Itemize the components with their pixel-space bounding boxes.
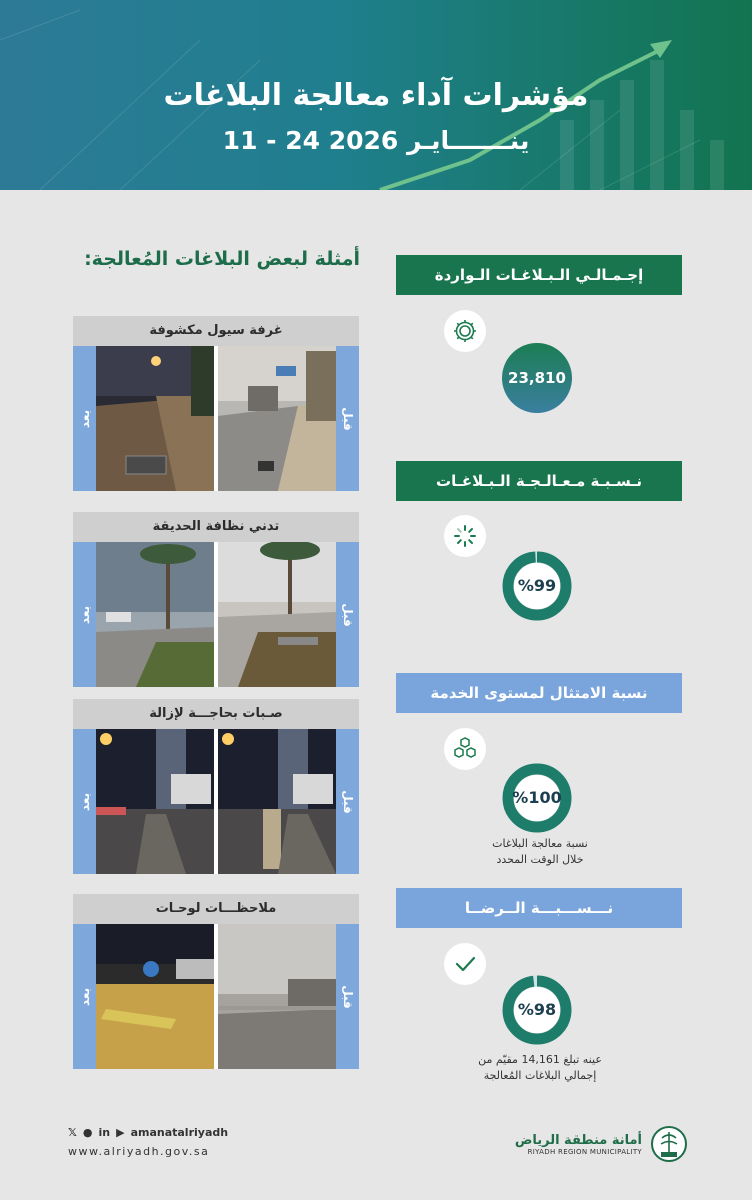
social-handles [68, 1126, 228, 1139]
spinner-icon [444, 515, 486, 557]
footer-logo [515, 1124, 688, 1164]
after-label: بعد [73, 542, 96, 687]
org-name-english: RIYADH REGION MUNICIPALITY [527, 1147, 642, 1156]
youtube-icon[interactable]: ▶ [116, 1126, 125, 1139]
page-title: مؤشرات آداء معالجة البلاغات [163, 78, 589, 113]
before-label: قبل [336, 542, 359, 687]
examples-heading: أمثلة لبعض البلاغات المُعالجة: [84, 248, 360, 270]
before-photo [218, 542, 336, 687]
example-caption: غرفة سيول مكشوفة [73, 316, 359, 346]
linkedin-icon[interactable]: in [98, 1126, 111, 1139]
before-photo [218, 346, 336, 491]
header-banner [0, 0, 752, 190]
processing-rate-label: نـسـبـة مـعـالـجـة الـبـلاغـات [396, 461, 682, 501]
total-reports-value: 23,810 [501, 342, 573, 414]
satisfaction-rate-label: نـــســـبـــة الــرضــا [396, 888, 682, 928]
example-card [73, 894, 359, 1069]
org-name-arabic: أمانة منطقة الرياض [514, 1132, 642, 1148]
satisfaction-rate-gauge: %98 [501, 974, 573, 1046]
after-photo [96, 346, 214, 491]
processing-rate-gauge: %99 [501, 550, 573, 622]
website-link[interactable]: www.alriyadh.gov.sa [68, 1145, 210, 1158]
before-photo [218, 729, 336, 874]
check-icon [444, 943, 486, 985]
after-photo [96, 729, 214, 874]
after-label: بعد [73, 729, 96, 874]
before-photo [218, 924, 336, 1069]
example-card [73, 316, 359, 491]
x-icon[interactable]: 𝕏 [68, 1126, 77, 1139]
after-photo [96, 542, 214, 687]
before-label: قبل [336, 346, 359, 491]
footer-contact [68, 1126, 228, 1158]
compliance-rate-gauge: %100 [501, 762, 573, 834]
satisfaction-note: عينه تبلغ 14,161 مقيّم من إجمالي البلاغات المُعالجة [478, 1053, 602, 1082]
municipality-logo-icon [650, 1124, 688, 1164]
date-range: 11 - 24 ينـــــــايـر 2026 [222, 126, 530, 155]
compliance-rate-label: نسبة الامتثال لمستوى الخدمة [396, 673, 682, 713]
after-label: بعد [73, 924, 96, 1069]
after-photo [96, 924, 214, 1069]
compliance-note: نسبة معالجة البلاغات خلال الوقت المحدد [492, 837, 588, 866]
before-label: قبل [336, 729, 359, 874]
cubes-icon [444, 728, 486, 770]
gear-icon [444, 310, 486, 352]
example-caption: ملاحظـــات لوحـات [73, 894, 359, 924]
social-handle[interactable]: amanatalriyadh [130, 1126, 229, 1139]
example-caption: صـبات بحاجـــة لإزالة [73, 699, 359, 729]
before-label: قبل [336, 924, 359, 1069]
example-card [73, 512, 359, 687]
total-reports-label: إجـمـالـي الـبـلاغـات الـواردة [396, 255, 682, 295]
after-label: بعد [73, 346, 96, 491]
example-card [73, 699, 359, 874]
example-caption: تدني نظافة الحديقة [73, 512, 359, 542]
snapchat-icon[interactable]: ● [82, 1126, 93, 1139]
